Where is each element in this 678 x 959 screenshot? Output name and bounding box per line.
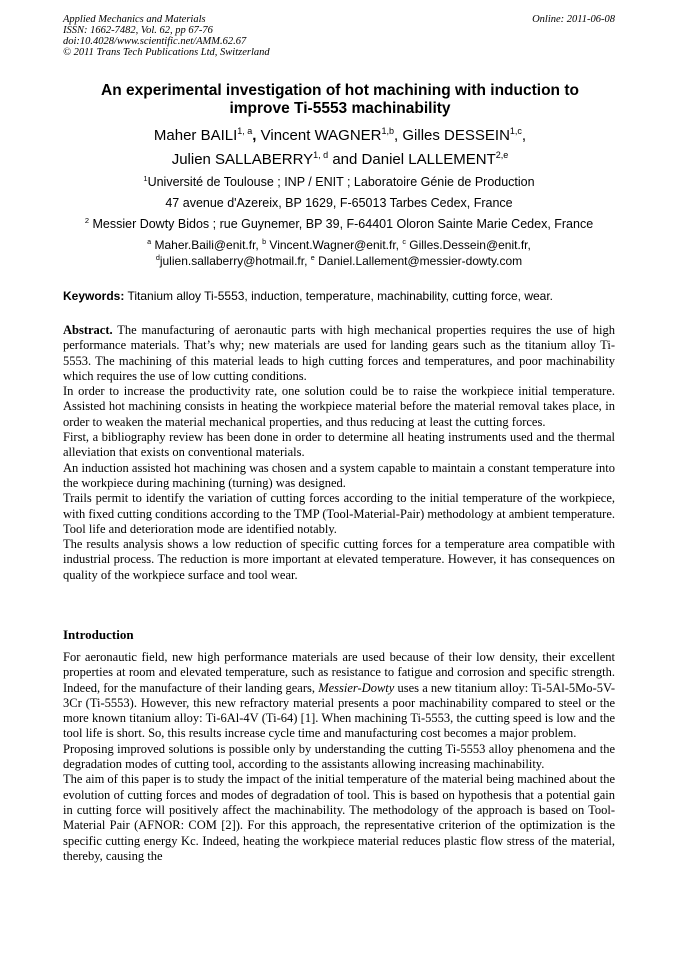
author-separator: ,	[252, 127, 261, 144]
issn-line: ISSN: 1662-7482, Vol. 62, pp 67-76	[63, 25, 213, 36]
abstract-paragraph: The results analysis shows a low reduction of specific cutting forces for a temperature area compatible with industrial process. The reduction is more important at elevated temperature. However, it has consequences on quality of the workpiece surface and tool wear.	[63, 537, 615, 582]
introduction	[63, 650, 615, 864]
author-name: Vincent WAGNER	[260, 127, 382, 144]
doi-line: doi:10.4028/www.scientific.net/AMM.62.67	[63, 36, 247, 47]
email-address[interactable]: julien.sallaberry@hotmail.fr,	[159, 254, 311, 268]
copyright-line: © 2011 Trans Tech Publications Ltd, Switzerland	[63, 47, 270, 58]
email-list	[40, 237, 638, 269]
author-affiliation-mark: 1, a	[237, 126, 253, 136]
email-address[interactable]: Maher.Baili@enit.fr,	[151, 238, 263, 252]
intro-paragraph: Proposing improved solutions is possible only by understanding the cutting Ti-5553 alloy phenomena and the degradation modes of cutting tool, according to the assistants allowing increasing machinability.	[63, 741, 615, 772]
email-mark: b	[262, 237, 267, 246]
abstract-paragraph	[63, 323, 615, 384]
author-affiliation-mark: 2,e	[495, 150, 509, 160]
keywords-text: Titanium alloy Ti-5553, induction, temperature, machinability, cutting force, wear.	[124, 289, 554, 303]
email-mark: e	[310, 253, 315, 262]
affiliation-1	[40, 175, 638, 211]
affiliation-mark: 2	[84, 215, 89, 225]
abstract	[63, 323, 615, 583]
abstract-paragraph: An induction assisted hot machining was chosen and a system capable to maintain a constant temperature into the workpiece during machining (turning) was designed.	[63, 460, 615, 490]
company-name: Messier-Dowty	[318, 680, 395, 695]
title-line: An experimental investigation of hot machining with induction to	[101, 82, 579, 99]
title-line: improve Ti-5553 machinability	[229, 100, 451, 117]
email-mark: a	[147, 237, 152, 246]
journal-name: Applied Mechanics and Materials	[63, 14, 206, 25]
affiliation-address: 47 avenue d'Azereix, BP 1629, F-65013 Tarbes Cedex, France	[165, 196, 513, 210]
author-affiliation-mark: 1, d	[313, 150, 329, 160]
abstract-label: Abstract.	[63, 323, 113, 337]
author-list	[70, 124, 610, 172]
abstract-paragraph: Trails permit to identify the variation of cutting forces according to the initial temperature of the workpiece, with fixed cutting conditions according to the TMP (Tool-Material-Pair) methodology at ambient temperature. Tool life and deterioration mode are identified notably.	[63, 491, 615, 536]
abstract-text: The manufacturing of aeronautic parts with high mechanical properties requires the use of high performance materials. That’s why; new materials are used for landing gears such as the titanium alloy Ti-5553. The machining of this material leads to high cutting forces and temperatures, and poor machinability which requires the use of low cutting conditions.	[63, 323, 615, 383]
email-address[interactable]: Vincent.Wagner@enit.fr,	[266, 238, 403, 252]
affiliation-mark: 1	[143, 173, 148, 183]
email-address[interactable]: Daniel.Lallement@messier-dowty.com	[314, 254, 523, 268]
author-separator: ,	[521, 127, 527, 144]
affiliation-text: Messier Dowty Bidos ; rue Guynemer, BP 39, F-64401 Oloron Sainte Marie Cedex, France	[89, 217, 594, 231]
author-name: Julien SALLABERRY	[171, 151, 314, 168]
email-mark: c	[402, 237, 406, 246]
author-separator: ,	[394, 127, 403, 144]
keywords-label: Keywords:	[63, 289, 125, 303]
online-date: Online: 2011-06-08	[532, 14, 615, 25]
intro-paragraph: For aeronautic field, new high performance materials are used because of their low density, their excellent properties at room and elevated temperature, such as resistance to fatigue and corrosion and specific strength. Indeed, for the manufacture of their landing gears, Messier-Dowty uses a new titanium alloy: Ti-5Al-5Mo-5V-3Cr (Ti-5553). However, this new refractory material presents a poor machinability compared to steel or the more known titanium alloy: Ti-6Al-4V (Ti-64) [1]. When machining Ti-5553, the cutting speed is low and the tool life is short. So, this results increase cycle time and manufacturing cost becomes a major problem.	[63, 650, 615, 741]
keywords	[63, 289, 623, 304]
journal-header	[63, 14, 615, 58]
author-line	[70, 148, 610, 172]
affiliation-text: Université de Toulouse ; INP / ENIT ; Laboratoire Génie de Production	[147, 175, 535, 189]
email-mark: d	[155, 253, 160, 262]
author-name: Gilles DESSEIN	[402, 127, 510, 144]
section-heading: Introduction	[63, 627, 134, 642]
intro-paragraph: The aim of this paper is to study the impact of the initial temperature of the material being machined about the evolution of cutting forces and modes of degradation of tool. This is based on hypothesis that a potential gain in cutting force will positively affect the machinability. The methodology of the approach is based on Tool-Material Pair (AFNOR: COM [2]). For this approach, the representative criterion of the optimization is the specific cutting energy Kc. Indeed, heating the workpiece material reduces plastic flow stress of the material, thereby, causing the	[63, 772, 615, 863]
abstract-paragraph: In order to increase the productivity rate, one solution could be to raise the workpiece initial temperature. Assisted hot machining consists in heating the workpiece material before the material removal takes place, in order to weaken the material mechanical properties, and thus reducing at least the cutting forces.	[63, 384, 615, 429]
author-separator: and	[328, 151, 362, 168]
author-affiliation-mark: 1,c	[509, 126, 522, 136]
author-affiliation-mark: 1,b	[381, 126, 395, 136]
email-address[interactable]: Gilles.Dessein@enit.fr,	[405, 238, 531, 252]
abstract-paragraph: First, a bibliography review has been done in order to determine all heating instruments used and the thermal alleviation that exists on conventional materials.	[63, 430, 615, 460]
author-name: Daniel LALLEMENT	[361, 151, 496, 168]
author-name: Maher BAILI	[153, 127, 238, 144]
affiliation-2	[40, 217, 638, 232]
author-line	[70, 124, 610, 148]
paper-title	[70, 82, 610, 118]
